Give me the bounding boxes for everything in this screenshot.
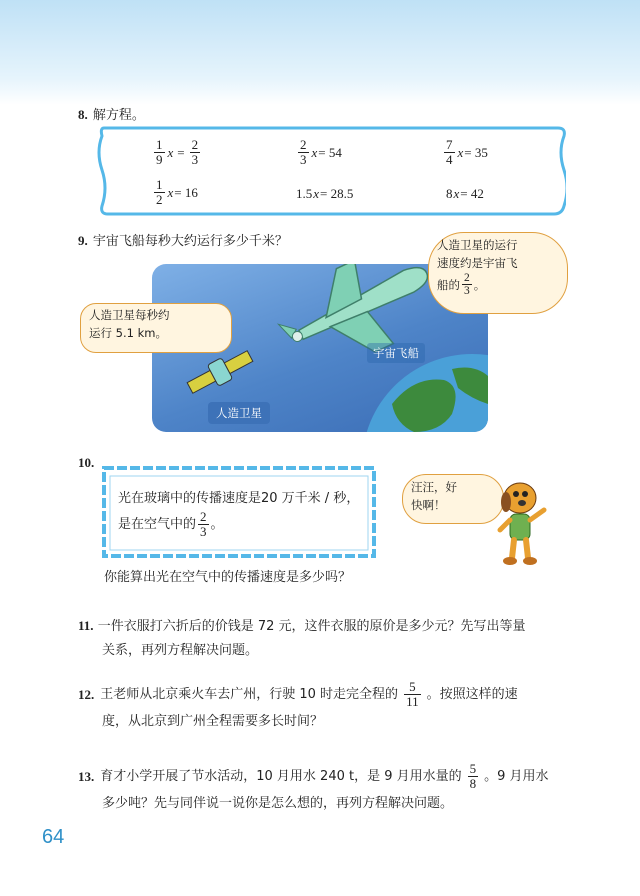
question-number: 8. <box>78 107 88 122</box>
label-spaceship: 宇宙飞船 <box>367 343 425 363</box>
question-number: 13. <box>78 768 95 784</box>
equation-5: 1.5 x = 28.5 <box>296 186 354 201</box>
question-number: 12. <box>78 686 95 702</box>
fraction: $\frac{2}{3}$ <box>300 137 307 167</box>
space-shuttle <box>267 264 447 384</box>
fraction: $\frac{2}{3}$ <box>191 137 199 167</box>
question-number: 11. <box>78 618 94 633</box>
question-11: 11. 一件衣服打六折后的价钱是 72 元，这件衣服的原价是多少元？先写出等量 关系，再列方程解决问题。 <box>78 618 526 658</box>
equation-4: $\frac{1}{2}$ x = 16 <box>156 177 198 207</box>
fraction: $\frac{1}{2}$ <box>156 177 163 207</box>
fraction: $\frac{1}{9}$ <box>156 137 163 167</box>
dog-speech-bubble: 汪汪，好 快啊！ <box>402 474 504 524</box>
equation-2: $\frac{2}{3}$ x = 54 <box>300 137 342 167</box>
info-box-text: 光在玻璃中的传播速度是20 万千米 / 秒， 是在空气中的 $\frac{2}{3}$ 。 <box>118 491 360 539</box>
question-text: 解方程。 <box>92 108 145 123</box>
dog-character-image <box>492 476 552 568</box>
page-number: 64 <box>42 826 65 848</box>
question-10-heading <box>78 452 94 471</box>
satellite <box>184 345 255 398</box>
question-12: 12. 王老师从北京乘火车去广州，行驶 10 时走完全程的 $\frac{5}{11}$ 。按照这样的速 度，从北京到广州全程需要多长时间？ <box>78 679 518 729</box>
equation-1: $\frac{1}{9}$ x = $\frac{2}{3}$ <box>156 137 199 167</box>
equation-6: 8 x = 42 <box>446 186 484 201</box>
question-number: 9. <box>78 233 88 248</box>
speech-bubble-right: 人造卫星的运行 速度约是宇宙飞 船的 $\frac{2}{3}$ 。 <box>428 232 568 314</box>
speech-bubble-left: 人造卫星每秒约 运行 5.1 km。 <box>80 303 232 353</box>
question-8-heading <box>78 104 145 123</box>
label-satellite: 人造卫星 <box>208 402 270 424</box>
equation-3: $\frac{7}{4}$ x = 35 <box>446 137 488 167</box>
top-header-band <box>0 0 640 105</box>
fraction: $\frac{7}{4}$ <box>446 137 453 167</box>
question-10-text: 你能算出光在空气中的传播速度是多少吗？ <box>104 570 352 585</box>
question-number: 10. <box>78 455 95 470</box>
question-13: 13. 育才小学开展了节水活动，10 月用水 240 t，是 9 月用水量的 $\frac{5}{8}$ 。9 月用水 多少吨？先与同伴说一说你是怎么想的，再列方程解决问题。 <box>78 761 549 811</box>
question-9-heading <box>78 230 288 249</box>
question-text: 宇宙飞船每秒大约运行多少千米？ <box>92 234 288 249</box>
